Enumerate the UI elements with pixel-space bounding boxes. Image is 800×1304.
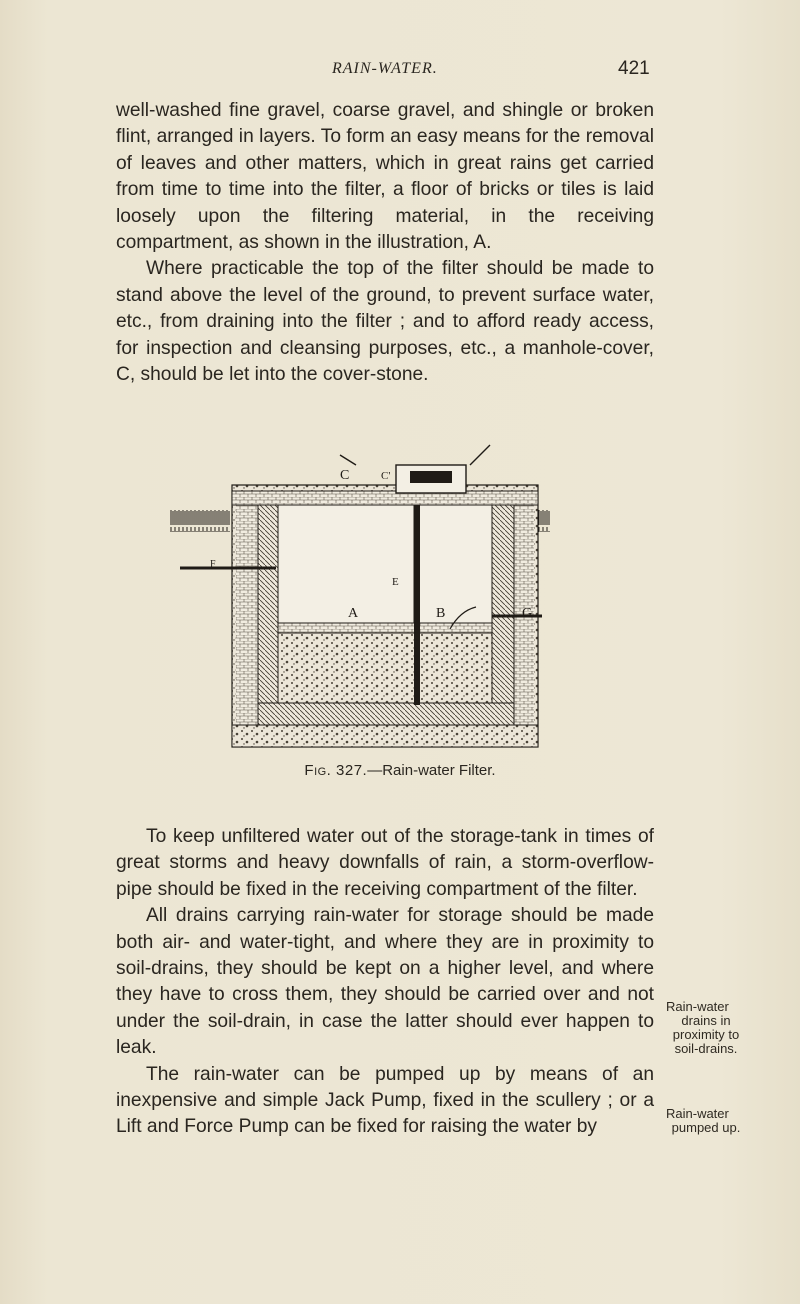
label-g: G <box>522 606 533 621</box>
figure-number: Fig. 327. <box>304 762 368 779</box>
paragraph: well-washed fine gravel, coarse gravel, and shingle or broken flint, arranged in layers. To form an easy means for the removal of leaves and other matters, which in great rains get carried from time to time into the filter, a floor of bricks or tiles is laid loosely upon the filtering material, in the receiving compartment, as shown in the illustration, A. <box>116 100 654 254</box>
margin-note-line: proximity to <box>672 1027 740 1042</box>
paragraph: All drains carrying rain-water for storage should be made both air- and water-tight, and where they are in proximity to soil-drains, they should be kept on a higher level, and where they have to cross them, they should be carried over and not under the soil-drain, in case the latter should ever happen to leak. <box>116 905 654 1059</box>
margin-note-line: Rain-water <box>666 999 729 1014</box>
label-b: B <box>436 606 446 621</box>
text-block-top <box>116 98 654 388</box>
margin-note-line: Rain-water <box>666 1106 729 1121</box>
margin-note-line: soil-drains. <box>674 1041 738 1056</box>
label-e: E <box>392 576 399 588</box>
margin-note <box>666 1000 746 1056</box>
figure-title: —Rain-water Filter. <box>367 762 496 779</box>
label-f: F <box>210 559 216 570</box>
filter-diagram <box>170 425 550 750</box>
label-c-prime: C' <box>381 470 391 482</box>
label-a: A <box>348 606 359 621</box>
paragraph: The rain-water can be pumped up by means of an inexpensive and simple Jack Pump, fixed in the scullery ; or a Lift and Force Pump can be fixed for raising the water by <box>116 1063 654 1138</box>
running-head: RAIN-WATER. <box>332 60 438 77</box>
page-number: 421 <box>618 58 650 79</box>
margin-note-line: pumped up. <box>671 1120 741 1135</box>
paragraph: Where practicable the top of the filter should be made to stand above the level of the ground, to prevent surface water, etc., from draining into the filter ; and to afford ready access, for inspection and cleansing purposes, etc., a manhole-cover, C, should be let into the cover-stone. <box>116 258 654 386</box>
margin-note-line: drains in <box>681 1013 731 1028</box>
rain-water-filter-figure <box>170 425 550 750</box>
margin-note <box>666 1107 746 1135</box>
filter-body <box>232 465 538 747</box>
text-block-bottom <box>116 824 654 1141</box>
label-c: C <box>340 468 350 483</box>
figure-caption <box>0 762 800 779</box>
paragraph: To keep unfiltered water out of the storage-tank in times of great storms and heavy downfalls of rain, a storm-overflow-pipe should be fixed in the receiving compartment of the filter. <box>116 826 654 900</box>
